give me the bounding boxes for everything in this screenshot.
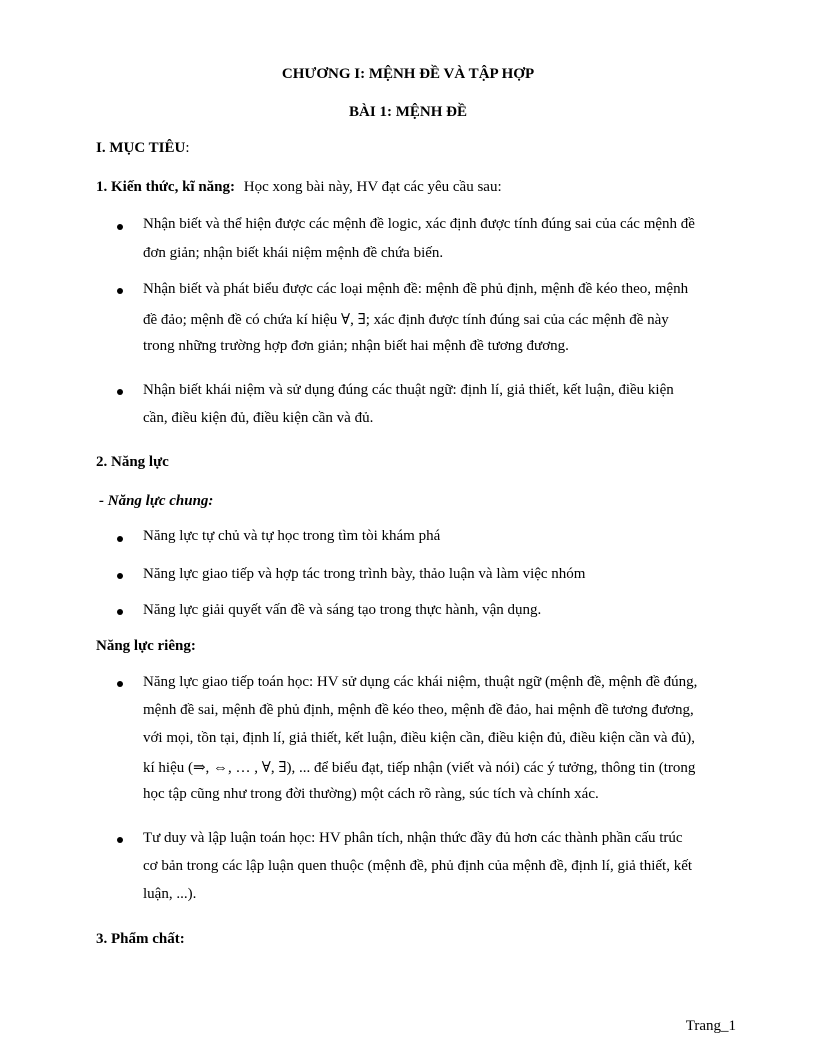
specific-bullet-1-line-2: mệnh đề sai, mệnh đề phủ định, mệnh đề kéo theo, mệnh đề đảo, hai mệnh đề tương đương,	[143, 702, 694, 718]
knowledge-bullet-2-line-3: trong những trường hợp đơn giản; nhận biết hai mệnh đề tương đương.	[143, 338, 569, 354]
bullet-marker	[117, 609, 123, 615]
page-number: Trang_1	[685, 1018, 736, 1034]
specific-bullet-1-line-1: Năng lực giao tiếp toán học: HV sử dụng các khái niệm, thuật ngữ (mệnh đề, mệnh đề đúng,	[143, 674, 698, 690]
specific-bullet-2-line-2: cơ bản trong các lập luận quen thuộc (mệnh đề, phủ định của mệnh đề, định lí, giả thiết, kết	[143, 858, 693, 874]
section-title: I. MỤC TIÊU	[96, 140, 186, 156]
subsection-title: 1. Kiến thức, kĩ năng:	[96, 179, 236, 195]
subsection-intro: Học xong bài này, HV đạt các yêu cầu sau:	[243, 179, 502, 195]
general-bullet-3: Năng lực giải quyết vấn đề và sáng tạo trong thực hành, vận dụng.	[143, 602, 542, 618]
lesson-title: BÀI 1: MỆNH ĐỀ	[349, 104, 467, 120]
specific-bullet-1-line-4: kí hiệu (⇒, ⇔, … , ∀, ∃), ... để biểu đạt, tiếp nhận (viết và nói) các ý tưởng, thông tin (trong	[143, 760, 696, 776]
specific-bullet-2-line-1: Tư duy và lập luận toán học: HV phân tích, nhận thức đầy đủ hơn các thành phần cấu trúc	[143, 830, 683, 846]
specific-bullet-1-line-3: với mọi, tồn tại, định lí, giả thiết, kết luận, điều kiện cần, điều kiện đủ, điều kiện cần và đủ),	[143, 730, 695, 746]
bullet-marker	[117, 681, 123, 687]
chapter-title: CHƯƠNG I: MỆNH ĐỀ VÀ TẬP HỢP	[281, 66, 535, 82]
knowledge-bullet-1-line-2: đơn giản; nhận biết khái niệm mệnh đề chứa biến.	[143, 245, 444, 261]
general-bullet-2: Năng lực giao tiếp và hợp tác trong trình bày, thảo luận và làm việc nhóm	[143, 566, 586, 582]
section-heading-objectives	[96, 140, 190, 157]
bullet-marker	[117, 837, 123, 843]
specific-bullet-1-line-5: học tập cũng như trong đời thường) một cách rõ ràng, súc tích và chính xác.	[143, 786, 599, 802]
bullet-marker	[117, 224, 123, 230]
subsection-competence-title: 2. Năng lực	[96, 454, 169, 470]
knowledge-bullet-2-line-1: Nhận biết và phát biểu được các loại mệnh đề: mệnh đề phủ định, mệnh đề kéo theo, mệnh	[143, 281, 689, 297]
knowledge-bullet-2-line-2: đề đảo; mệnh đề có chứa kí hiệu ∀, ∃; xác định được tính đúng sai của các mệnh đề này	[143, 312, 669, 328]
knowledge-bullet-1-line-1: Nhận biết và thể hiện được các mệnh đề logic, xác định được tính đúng sai của các mệnh đề	[143, 216, 695, 232]
specific-competence-label: Năng lực riêng:	[96, 638, 196, 654]
specific-bullet-2-line-3: luận, ...).	[143, 886, 197, 902]
section-title-suffix: :	[185, 140, 190, 156]
knowledge-bullet-3-line-2: cần, điều kiện đủ, điều kiện cần và đủ.	[143, 410, 374, 426]
subsection-qualities-title: 3. Phẩm chất:	[96, 931, 185, 947]
bullet-marker	[117, 288, 123, 294]
general-competence-label: - Năng lực chung:	[99, 493, 214, 509]
knowledge-bullet-3-line-1: Nhận biết khái niệm và sử dụng đúng các thuật ngữ: định lí, giả thiết, kết luận, điều kiện	[143, 382, 674, 398]
bullet-marker	[117, 389, 123, 395]
bullet-marker	[117, 573, 123, 579]
general-bullet-1: Năng lực tự chủ và tự học trong tìm tòi khám phá	[143, 528, 441, 544]
bullet-marker	[117, 536, 123, 542]
subsection-knowledge	[96, 179, 502, 196]
